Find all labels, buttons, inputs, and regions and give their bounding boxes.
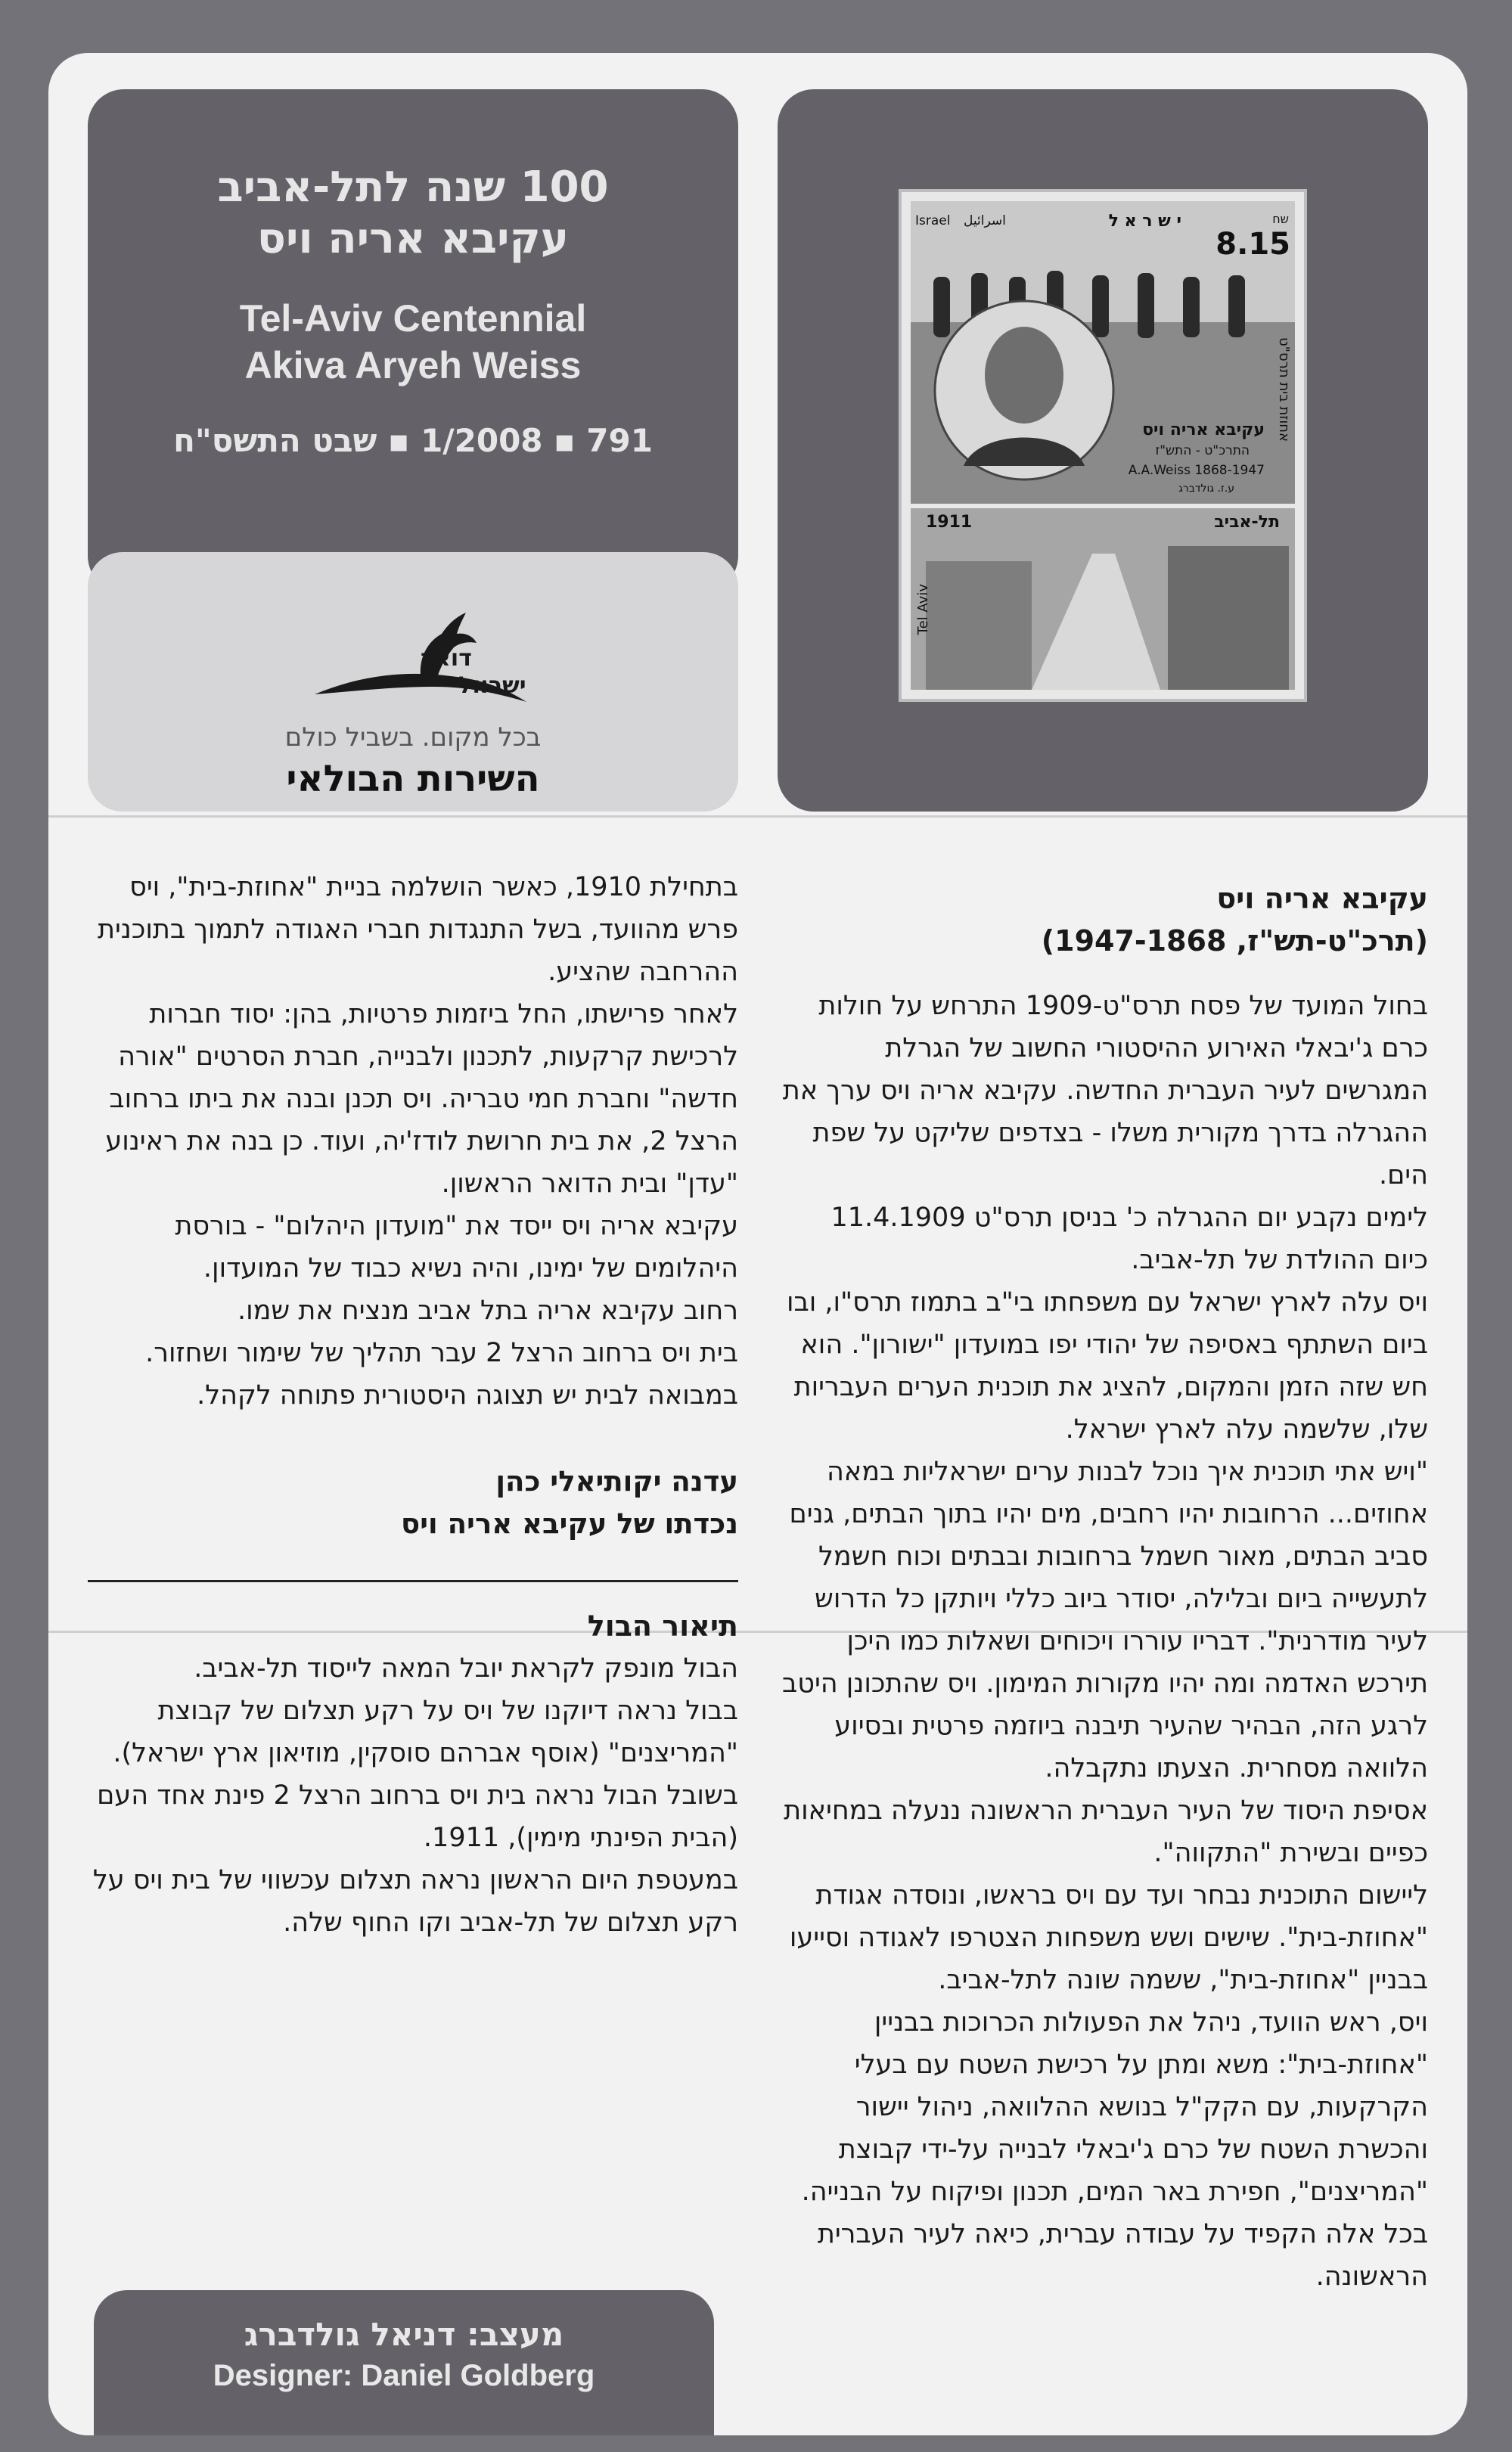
bulletin-sheet xyxy=(48,53,1467,2435)
logo-panel xyxy=(88,552,738,812)
right-text-column xyxy=(781,877,1428,2298)
stamp-description-paragraph: הבול מונפק לקראת יובל המאה לייסוד תל-אביב. xyxy=(194,1653,738,1684)
article-paragraph: בחול המועד של פסח תרס"ט-1909 התרחש על חולות כרם ג'יבאלי האירוע ההיסטורי החשוב של הגרלת המגרשים לעיר העברית החדשה. עקיבא אריה ויס ערך את ההגרלה בדרך מקורית משלו - בצדפים שליקט על שפת הים. xyxy=(782,991,1428,1190)
tab-city-hebrew: תל-אביב xyxy=(1214,513,1280,532)
logo-name-line1: דואר xyxy=(421,645,472,672)
author-name: עדנה יקותיאלי כהן xyxy=(495,1465,738,1498)
article-paragraph: "ויש אתי תוכנית איך נוכל לבנות ערים ישראליות במאה אחוזים... הרחובות יהיו רחבים, מים יהיו בתוך הבתים, גנים סביב הבתים, מאור חשמל ברחובות ובבתים וכוח חשמל לתעשייה ביום ובלילה, יסודר ביוב כללי ויותקן כל הדרוש לעיר מודרנית". דבריו עוררו ויכוחים ושאלות כמו היכן תירכש האדמה ומה יהיו מקורות המימון. ויס שהתכונן היטב לרגע הזה, הבהיר שהעיר תיבנה ביוזמה פרטית ובסיוע הלוואה מסחרית. הצעתו נתקבלה. xyxy=(782,1457,1428,1783)
title-english-line2: Akiva Aryeh Weiss xyxy=(244,344,582,386)
stamp-description-paragraph: במעטפת היום הראשון נראה תצלום עכשווי של בית ויס על רקע תצלום של תל-אביב וקו החוף שלה. xyxy=(92,1865,738,1938)
logo-tagline: בכל מקום. בשביל כולם xyxy=(284,722,542,753)
article-subheading: (תרכ"ט-תש"ז, 1947-1868) xyxy=(1041,924,1428,958)
stamp-side-text: אחוזת בית תרס"ט xyxy=(1276,337,1292,442)
title-hebrew-line2: עקיבא אריה ויס xyxy=(256,214,570,263)
issue-number: 791 ▪ 1/2008 ▪ שבט התשס"ח xyxy=(173,422,653,459)
stamp-years-hebrew: התרכ"ט - התש"ז xyxy=(1155,443,1250,458)
tab-year: 1911 xyxy=(926,513,973,532)
article-paragraph: אסיפת היסוד של העיר העברית הראשונה ננעלה במחיאות כפיים ובשירת "התקווה". xyxy=(784,1796,1428,1868)
designer-panel xyxy=(94,2290,714,2435)
author-block xyxy=(88,1460,738,1545)
title-english-line1: Tel-Aviv Centennial xyxy=(239,297,587,340)
title-panel xyxy=(88,89,738,592)
tab-city-english: Tel Aviv xyxy=(915,584,931,635)
author-role: נכדתו של עקיבא אריה ויס xyxy=(401,1507,738,1540)
stamp-tab xyxy=(911,508,1295,690)
philatelic-service-title: השירות הבולאי xyxy=(286,758,540,800)
israel-post-deer-logo xyxy=(307,604,534,717)
left-paragraph: עקיבא אריה ויס ייסד את "מועדון היהלום" - בורסת היהלומים של ימינו, והיה נשיא כבוד של המועדון. xyxy=(175,1211,738,1283)
designer-english: Designer: Daniel Goldberg xyxy=(213,2359,595,2392)
left-paragraph: רחוב עקיבא אריה בתל אביב מנציח את שמו. xyxy=(237,1296,738,1326)
stamp-country-english: Israel xyxy=(915,213,951,228)
stamp-currency: שח xyxy=(1272,212,1289,226)
stamp-main-design xyxy=(911,201,1295,504)
stamp-description-title: תיאור הבול xyxy=(587,1609,738,1643)
article-paragraph: ויס עלה לארץ ישראל עם משפחתו בי"ב בתמוז תרס"ו, ובו ביום השתתף באסיפה של יהודי יפו במועדון "ישורון". הוא חש שזה הזמן והמקום, להציג את תוכנית הערים העבריות שלו, שלשמה עלה לארץ ישראל. xyxy=(786,1287,1428,1445)
article-paragraph: לימים נקבע יום ההגרלה כ' בניסן תרס"ט 11.4.1909 כיום ההולדת של תל-אביב. xyxy=(831,1203,1428,1275)
designer-hebrew: מעצב: דניאל גולדברג xyxy=(244,2316,564,2353)
stamp-country-hebrew: י ש ר א ל xyxy=(1108,212,1181,231)
stamp-panel xyxy=(778,89,1428,812)
left-text-column xyxy=(88,866,738,1944)
stamp-country-arabic: اسرائيل xyxy=(964,213,1006,228)
stamp-description-paragraph: בבול נראה דיוקנו של ויס על רקע תצלום של קבוצת "המריצנים" (אוסף אברהם סוסקין, מוזיאון ארץ ישראל). xyxy=(113,1696,738,1768)
article-heading: עקיבא אריה ויס xyxy=(1216,882,1428,915)
stamp-image xyxy=(902,192,1304,699)
stamp-designer-mark: ע.ז. גולדברג xyxy=(1178,483,1234,495)
article-paragraph: ליישום התוכנית נבחר ועד עם ויס בראשו, ונוסדה אגודת "אחוזת-בית". שישים ושש משפחות הצטרפו לאגודה וסייעו בבניין "אחוזת-בית", ששמה שונה לתל-אביב. xyxy=(789,1880,1428,1995)
left-paragraph: לאחר פרישתו, החל ביזמות פרטיות, בהן: יסוד חברות לרכישת קרקעות, לתכנון ולבנייה, חברת הסרטים "אורה חדשה" וחברת חמי טבריה. ויס תכנן ובנה את ביתו ברחוב הרצל 2, את בית חרושת לודז'יה, ועוד. כן בנה את ראינוע "עדן" ובית הדואר הראשון. xyxy=(105,999,738,1199)
stamp-denomination: 8.15 xyxy=(1215,227,1290,262)
title-hebrew-line1: 100 שנה לתל-אביב xyxy=(217,163,609,212)
stamp-name-english: A.A.Weiss 1868-1947 xyxy=(1128,463,1265,478)
left-paragraph: בתחילת 1910, כאשר הושלמה בניית "אחוזת-בית", ויס פרש מהוועד, בשל התנגדות חברי האגודה לתמוך בתוכנית ההרחבה שהציע. xyxy=(97,872,738,987)
article-paragraph: ויס, ראש הוועד, ניהל את הפעולות הכרוכות בבניין "אחוזת-בית": משא ומתן על רכישת השטח עם בעלי הקרקעות, עם הקק"ל בנושא ההלוואה, ניהול יישור והכשרת השטח של כרם ג'יבאלי לבנייה על-ידי קבוצת "המריצנים", חפירת באר המים, תכנון ופיקוח על הבנייה. בכל אלה הקפיד על עבודה עברית, כיאה לעיר העברית הראשונה. xyxy=(801,2007,1428,2292)
stamp-name-hebrew: עקיבא אריה ויס xyxy=(1142,421,1265,439)
fold-line xyxy=(48,815,1467,818)
left-paragraph: בית ויס ברחוב הרצל 2 עבר תהליך של שימור ושחזור. במבואה לבית יש תצוגה היסטורית פתוחה לקהל. xyxy=(145,1338,738,1411)
stamp-description-paragraph: בשובל הבול נראה בית ויס ברחוב הרצל 2 פינת אחד העם (הבית הפינתי מימין), 1911. xyxy=(97,1780,738,1853)
logo-name-line2: ישראל xyxy=(458,672,526,699)
section-divider xyxy=(88,1580,738,1582)
